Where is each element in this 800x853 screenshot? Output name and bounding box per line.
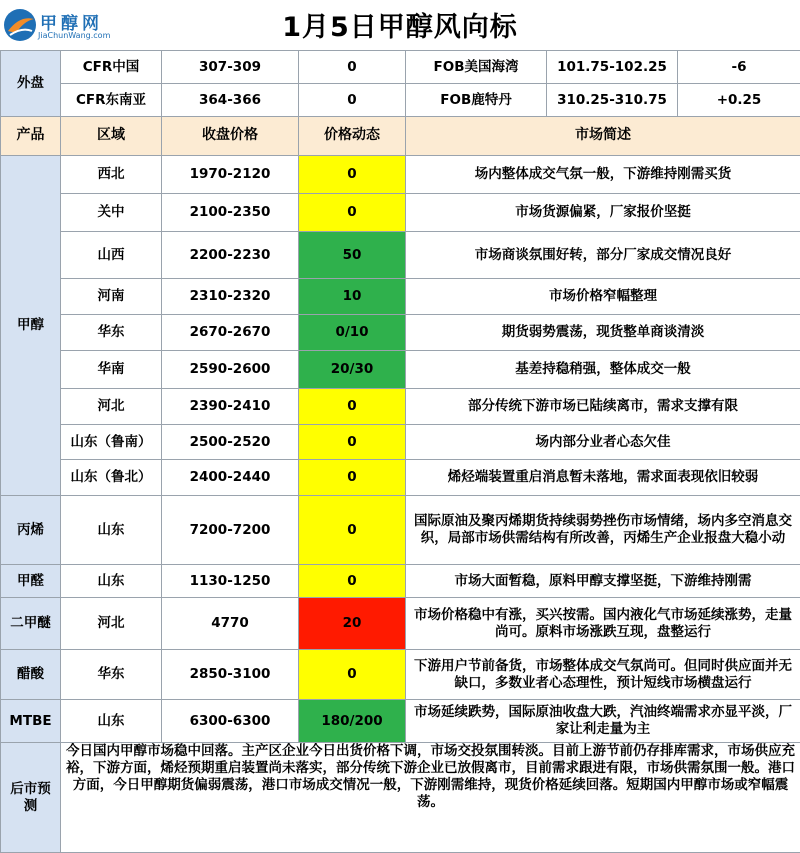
change-cell: 50 bbox=[299, 232, 406, 279]
price-cell: 2310-2320 bbox=[162, 279, 299, 315]
region-cell: 关中 bbox=[61, 194, 162, 232]
price-cell: 2590-2600 bbox=[162, 351, 299, 389]
column-header-product: 产品 bbox=[1, 117, 61, 156]
downstream-row bbox=[1, 650, 800, 700]
change-cell: 0 bbox=[299, 460, 406, 496]
change-cell: 0 bbox=[299, 565, 406, 598]
outer-name1: CFR东南亚 bbox=[61, 84, 162, 117]
region-cell: 山东 bbox=[61, 565, 162, 598]
summary-cell: 市场大面暂稳，原料甲醇支撑坚挺，下游维持刚需 bbox=[406, 565, 800, 598]
product-label: 甲醛 bbox=[1, 565, 61, 598]
outer-label: 外盘 bbox=[1, 51, 61, 117]
outer-name1: CFR中国 bbox=[61, 51, 162, 84]
downstream-row bbox=[1, 700, 800, 743]
outer-range1: 307-309 bbox=[162, 51, 299, 84]
downstream-row bbox=[1, 598, 800, 650]
methanol-row bbox=[1, 351, 800, 389]
price-cell: 7200-7200 bbox=[162, 496, 299, 565]
outer-range2: 310.25-310.75 bbox=[547, 84, 678, 117]
price-cell: 1130-1250 bbox=[162, 565, 299, 598]
price-cell: 1970-2120 bbox=[162, 156, 299, 194]
column-header-region: 区域 bbox=[61, 117, 162, 156]
region-cell: 河南 bbox=[61, 279, 162, 315]
summary-cell: 部分传统下游市场已陆续离市，需求支撑有限 bbox=[406, 389, 800, 425]
summary-cell: 市场价格窄幅整理 bbox=[406, 279, 800, 315]
summary-cell: 市场货源偏紧，厂家报价坚挺 bbox=[406, 194, 800, 232]
region-cell: 华东 bbox=[61, 315, 162, 351]
logo-subtitle: JiaChunWang.com bbox=[38, 31, 110, 40]
product-label: 二甲醚 bbox=[1, 598, 61, 650]
region-cell: 华东 bbox=[61, 650, 162, 700]
change-cell: 180/200 bbox=[299, 700, 406, 743]
price-cell: 2400-2440 bbox=[162, 460, 299, 496]
region-cell: 河北 bbox=[61, 598, 162, 650]
price-cell: 2100-2350 bbox=[162, 194, 299, 232]
region-cell: 华南 bbox=[61, 351, 162, 389]
summary-cell: 期货弱势震荡，现货整单商谈清淡 bbox=[406, 315, 800, 351]
change-cell: 0 bbox=[299, 425, 406, 460]
change-cell: 0 bbox=[299, 389, 406, 425]
methanol-row bbox=[1, 156, 800, 194]
methanol-row bbox=[1, 389, 800, 425]
page-title: 1月5日甲醇风向标 bbox=[150, 5, 650, 44]
change-cell: 0 bbox=[299, 650, 406, 700]
price-cell: 6300-6300 bbox=[162, 700, 299, 743]
methanol-row bbox=[1, 194, 800, 232]
product-label-methanol: 甲醇 bbox=[1, 156, 61, 496]
summary-cell: 烯烃端装置重启消息暂未落地，需求面表现依旧较弱 bbox=[406, 460, 800, 496]
downstream-row bbox=[1, 496, 800, 565]
summary-cell: 场内部分业者心态欠佳 bbox=[406, 425, 800, 460]
outer-row bbox=[1, 51, 800, 84]
change-cell: 20/30 bbox=[299, 351, 406, 389]
downstream-row bbox=[1, 565, 800, 598]
methanol-row bbox=[1, 279, 800, 315]
logo bbox=[2, 4, 142, 46]
summary-cell: 市场商谈氛围好转，部分厂家成交情况良好 bbox=[406, 232, 800, 279]
header bbox=[0, 0, 800, 50]
logo-icon bbox=[2, 7, 38, 43]
change-cell: 0 bbox=[299, 496, 406, 565]
column-header-change: 价格动态 bbox=[299, 117, 406, 156]
region-cell: 河北 bbox=[61, 389, 162, 425]
region-cell: 山东 bbox=[61, 496, 162, 565]
logo-text: 甲醇网 bbox=[40, 9, 103, 34]
price-cell: 2850-3100 bbox=[162, 650, 299, 700]
column-header-row bbox=[1, 117, 800, 156]
product-label: 醋酸 bbox=[1, 650, 61, 700]
price-cell: 2200-2230 bbox=[162, 232, 299, 279]
forecast-text: 今日国内甲醇市场稳中回落。主产区企业今日出货价格下调，市场交投氛围转淡。目前上游节前仍存排库需求，市场供应充裕，下游方面，烯烃预期重启装置尚未落实，部分传统下游企业已放假离市，目前需求跟进有限，市场供需氛围一般。港口方面，今日甲醇期货偏弱震荡，港口市场成交情况一般，下游刚需维持，现货价格延续回落。短期国内甲醇市场或窄幅震荡。 bbox=[61, 743, 800, 853]
summary-cell: 市场延续跌势，国际原油收盘大跌，汽油终端需求亦显平淡，厂家让利走量为主 bbox=[406, 700, 800, 743]
region-cell: 山东 bbox=[61, 700, 162, 743]
region-cell: 西北 bbox=[61, 156, 162, 194]
market-table bbox=[0, 50, 800, 853]
product-label: MTBE bbox=[1, 700, 61, 743]
outer-name2: FOB美国海湾 bbox=[406, 51, 547, 84]
summary-cell: 基差持稳稍强，整体成交一般 bbox=[406, 351, 800, 389]
summary-cell: 国际原油及聚丙烯期货持续弱势挫伤市场情绪，场内多空消息交织，局部市场供需结构有所改善，丙烯生产企业报盘大稳小动 bbox=[406, 496, 800, 565]
forecast-label: 后市预测 bbox=[1, 743, 61, 853]
price-cell: 4770 bbox=[162, 598, 299, 650]
outer-range2: 101.75-102.25 bbox=[547, 51, 678, 84]
outer-change2: -6 bbox=[678, 51, 800, 84]
outer-change2: +0.25 bbox=[678, 84, 800, 117]
outer-name2: FOB鹿特丹 bbox=[406, 84, 547, 117]
change-cell: 0 bbox=[299, 156, 406, 194]
outer-change1: 0 bbox=[299, 51, 406, 84]
column-header-summary: 市场简述 bbox=[406, 117, 800, 156]
methanol-row bbox=[1, 315, 800, 351]
change-cell: 10 bbox=[299, 279, 406, 315]
forecast-row bbox=[1, 743, 800, 853]
price-cell: 2500-2520 bbox=[162, 425, 299, 460]
region-cell: 山东（鲁北） bbox=[61, 460, 162, 496]
outer-change1: 0 bbox=[299, 84, 406, 117]
outer-row bbox=[1, 84, 800, 117]
summary-cell: 下游用户节前备货，市场整体成交气氛尚可。但同时供应面并无缺口，多数业者心态理性，预计短线市场横盘运行 bbox=[406, 650, 800, 700]
price-cell: 2670-2670 bbox=[162, 315, 299, 351]
change-cell: 0 bbox=[299, 194, 406, 232]
change-cell: 20 bbox=[299, 598, 406, 650]
methanol-row bbox=[1, 232, 800, 279]
region-cell: 山西 bbox=[61, 232, 162, 279]
price-cell: 2390-2410 bbox=[162, 389, 299, 425]
column-header-price: 收盘价格 bbox=[162, 117, 299, 156]
region-cell: 山东（鲁南） bbox=[61, 425, 162, 460]
summary-cell: 市场价格稳中有涨，买兴按需。国内液化气市场延续涨势，走量尚可。原料市场涨跌互现，盘整运行 bbox=[406, 598, 800, 650]
product-label: 丙烯 bbox=[1, 496, 61, 565]
methanol-row bbox=[1, 460, 800, 496]
summary-cell: 场内整体成交气氛一般，下游维持刚需买货 bbox=[406, 156, 800, 194]
methanol-row bbox=[1, 425, 800, 460]
outer-range1: 364-366 bbox=[162, 84, 299, 117]
change-cell: 0/10 bbox=[299, 315, 406, 351]
